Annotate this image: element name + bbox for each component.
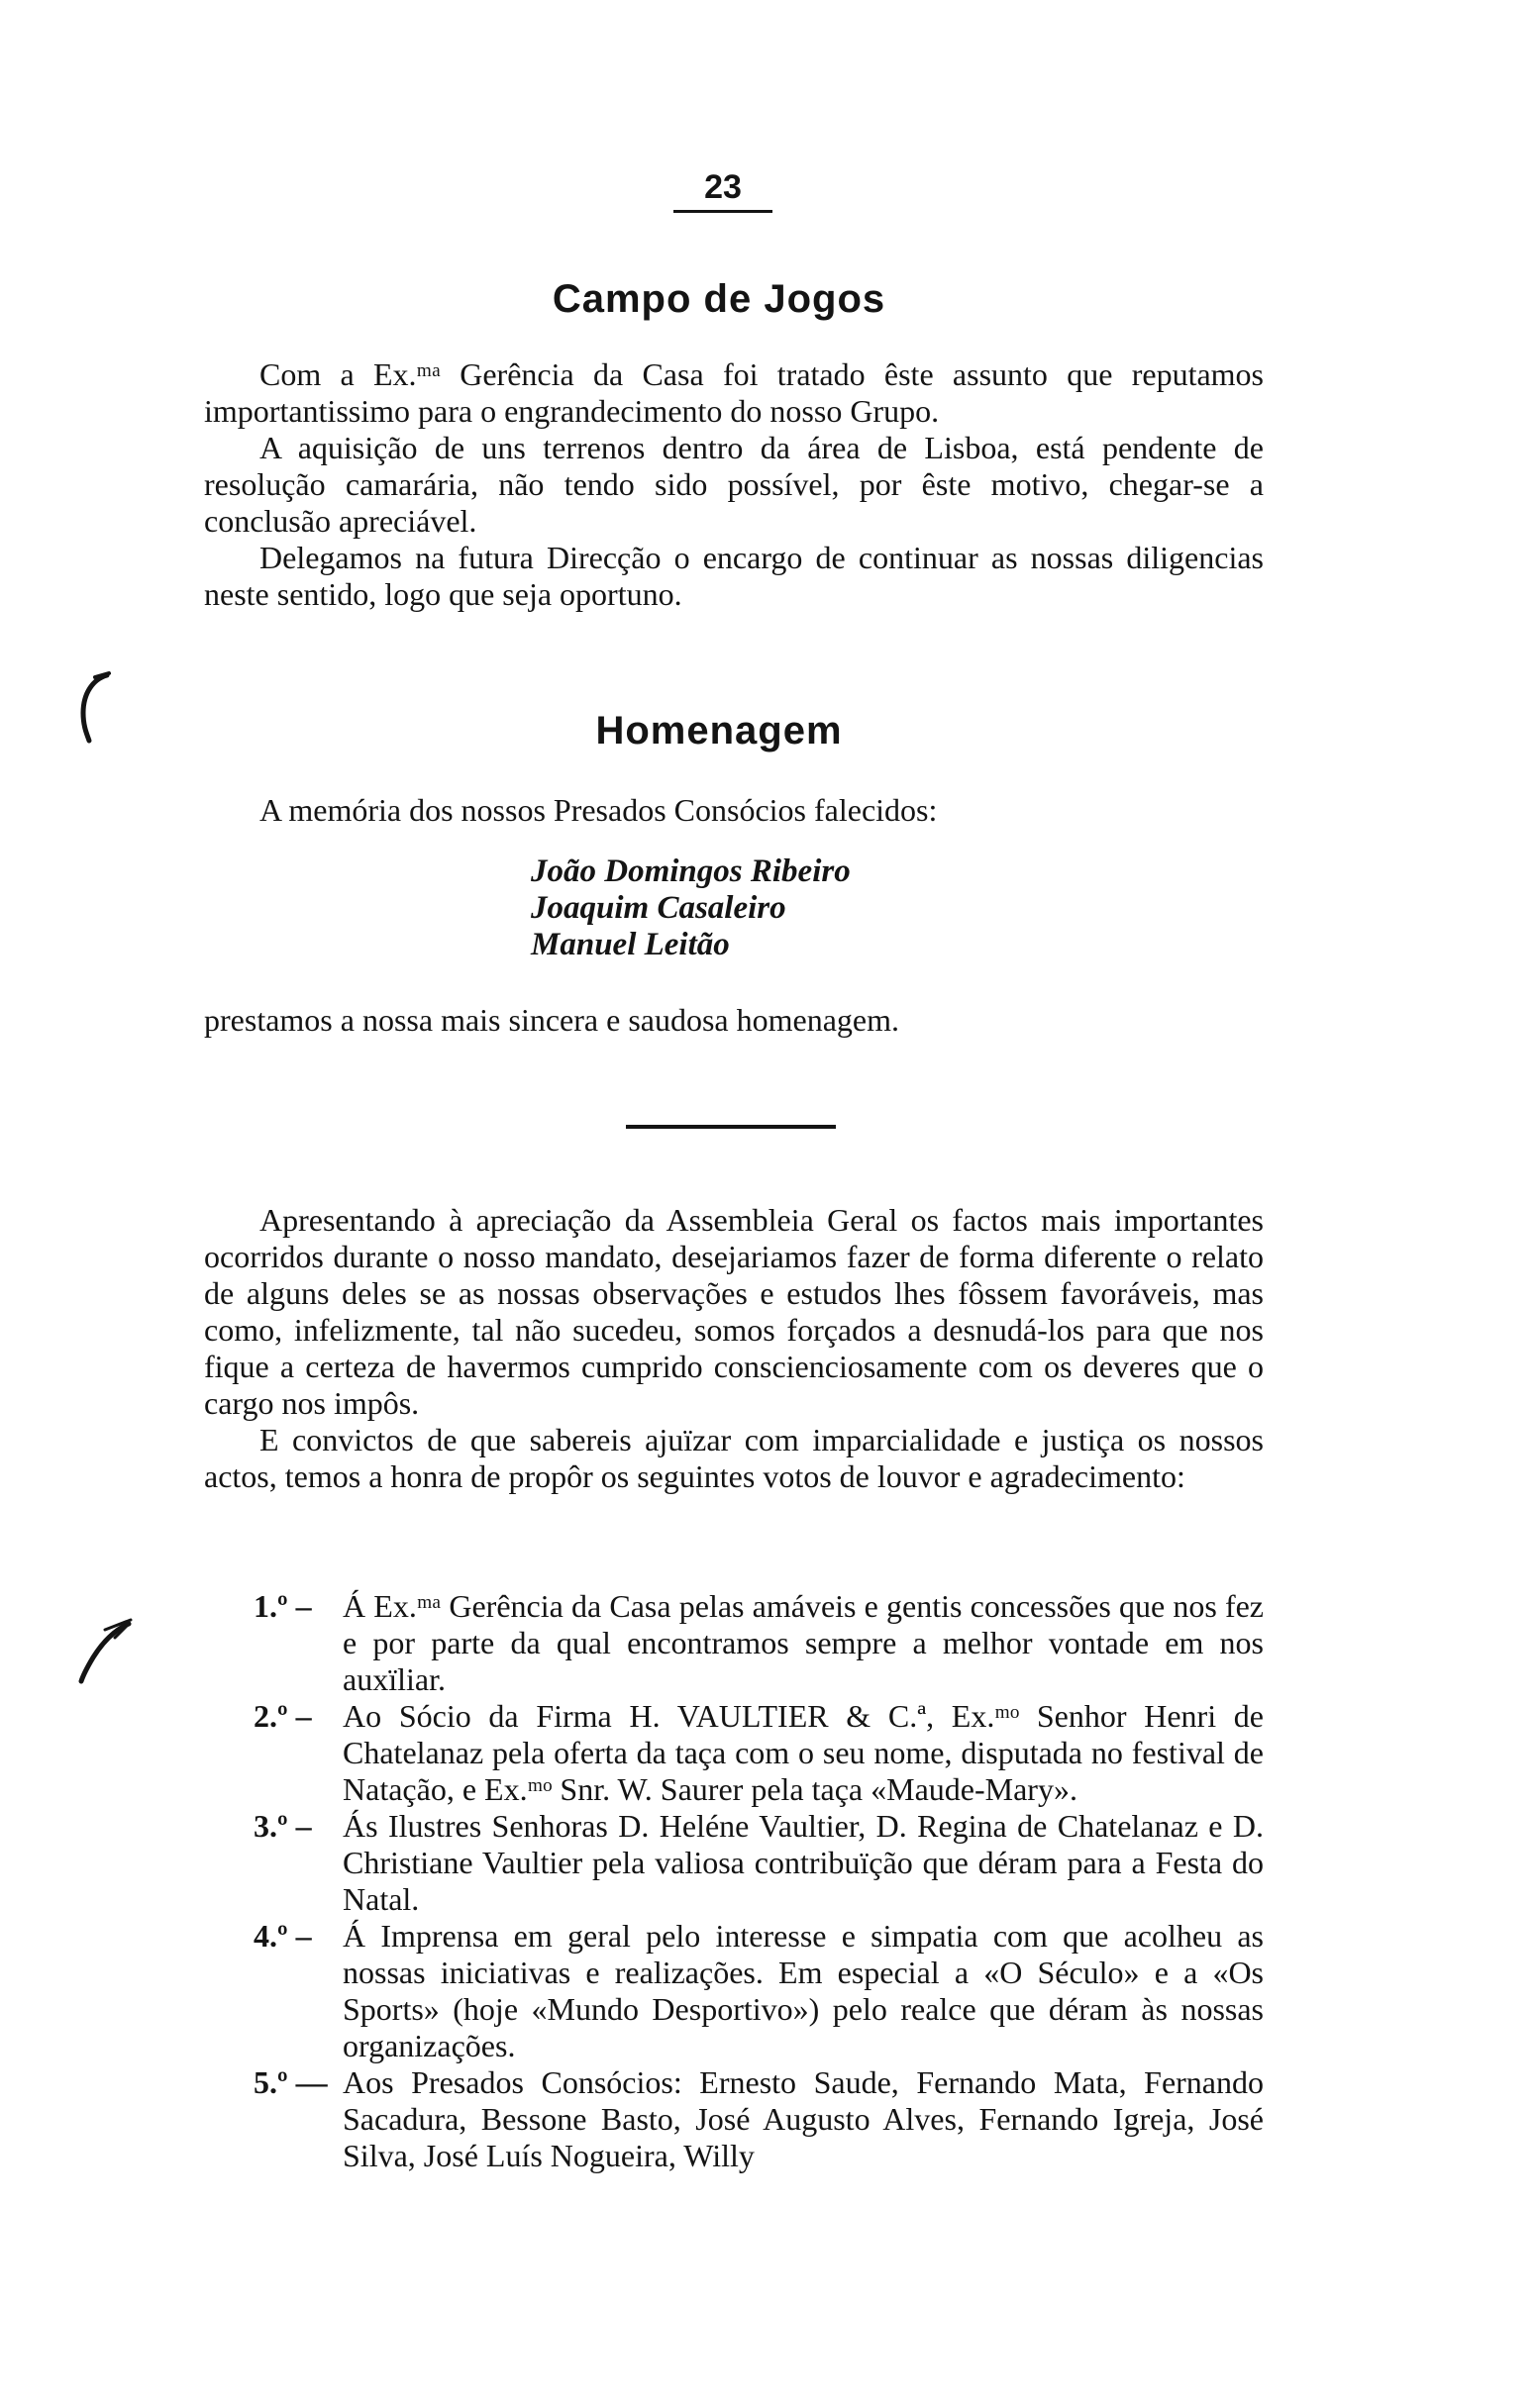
campo-de-jogos-text	[204, 356, 1264, 613]
campo-paragraph: A aquisição de uns terrenos dentro da área de Lisboa, está pendente de resolução camarária, não tendo sido possível, por êste motivo, chegar-se a conclusão apreciável.	[204, 430, 1264, 539]
vote-number: 2.º –	[254, 1698, 312, 1734]
vote-text: Á Imprensa em geral pelo interesse e simpatia com que acolheu as nossas iniciativas e realizações. Em especial a «O Século» e a «Os Sports» (hoje «Mundo Desportivo») pelo realce que déram às nossas organizações.	[343, 1918, 1264, 2063]
body-paragraph: Apresentando à apreciação da Assembleia Geral os factos mais importantes ocorridos durante o nosso mandato, desejariamos fazer de forma diferente o relato de alguns deles se as nossas observações e estudos lhes fôssem favoráveis, mas como, infelizmente, tal não sucedeu, somos forçados a desnudá-los para que nos fique a certeza de havermos cumprido conscienciosamente com os deveres que o cargo nos impôs.	[204, 1202, 1264, 1421]
homenagem-closing: prestamos a nossa mais sincera e saudosa homenagem.	[204, 1002, 900, 1038]
margin-pencil-mark	[71, 669, 111, 749]
vote-item	[254, 2064, 1264, 2174]
homenagem-intro: A memória dos nossos Presados Consócios falecidos:	[259, 792, 938, 828]
campo-paragraph: Delegamos na futura Direcção o encargo de continuar as nossas diligencias neste sentido, logo que seja oportuno.	[204, 540, 1264, 612]
page-number: 23	[704, 168, 742, 206]
margin-pencil-mark	[75, 1616, 135, 1685]
deceased-members-list	[531, 853, 851, 963]
vote-number: 3.º –	[254, 1808, 312, 1844]
vote-number: 1.º –	[254, 1588, 312, 1624]
section-title-campo-de-jogos: Campo de Jogos	[552, 277, 886, 321]
vote-text: Ao Sócio da Firma H. VAULTIER & C.ª, Ex.ᵐᵒ Senhor Henri de Chatelanaz pela oferta da taça com o seu nome, disputada no festival de Natação, e Ex.ᵐᵒ Snr. W. Saurer pela taça «Maude-Mary».	[343, 1698, 1264, 1807]
deceased-name: Manuel Leitão	[531, 927, 730, 962]
section-title-homenagem: Homenagem	[595, 709, 843, 752]
vote-text: Aos Presados Consócios: Ernesto Saude, Fernando Mata, Fernando Sacadura, Bessone Basto, José Augusto Alves, Fernando Igreja, José Silva, José Luís Nogueira, Willy	[343, 2064, 1264, 2173]
deceased-name: Joaquim Casaleiro	[531, 890, 786, 926]
vote-item	[254, 1808, 1264, 1918]
vote-item	[254, 1918, 1264, 2064]
vote-number: 5.º —	[254, 2064, 328, 2100]
vote-item	[254, 1588, 1264, 1698]
vote-number: 4.º –	[254, 1918, 312, 1954]
vote-item	[254, 1698, 1264, 1808]
homenagem-closing-block	[204, 1002, 1264, 1039]
page-number-underline	[673, 210, 772, 213]
body-paragraph: E convictos de que sabereis ajuïzar com imparcialidade e justiça os nossos actos, temos a honra de propôr os seguintes votos de louvor e agradecimento:	[204, 1422, 1264, 1494]
votes-list	[254, 1588, 1264, 2174]
campo-paragraph: Com a Ex.ᵐᵃ Gerência da Casa foi tratado êste assunto que reputamos importantissimo para o engrandecimento do nosso Grupo.	[204, 356, 1264, 429]
vote-text: Ás Ilustres Senhoras D. Heléne Vaultier, D. Regina de Chatelanaz e D. Christiane Vaultier pela valiosa contribuïção que déram para a Festa do Natal.	[343, 1808, 1264, 1917]
homenagem-intro-block	[204, 792, 1264, 829]
deceased-name: João Domingos Ribeiro	[531, 853, 851, 889]
report-body-text	[204, 1202, 1264, 1495]
section-divider	[626, 1125, 836, 1129]
vote-text: Á Ex.ᵐᵃ Gerência da Casa pelas amáveis e gentis concessões que nos fez e por parte da qual encontramos sempre a melhor vontade em nos auxïliar.	[343, 1588, 1264, 1697]
